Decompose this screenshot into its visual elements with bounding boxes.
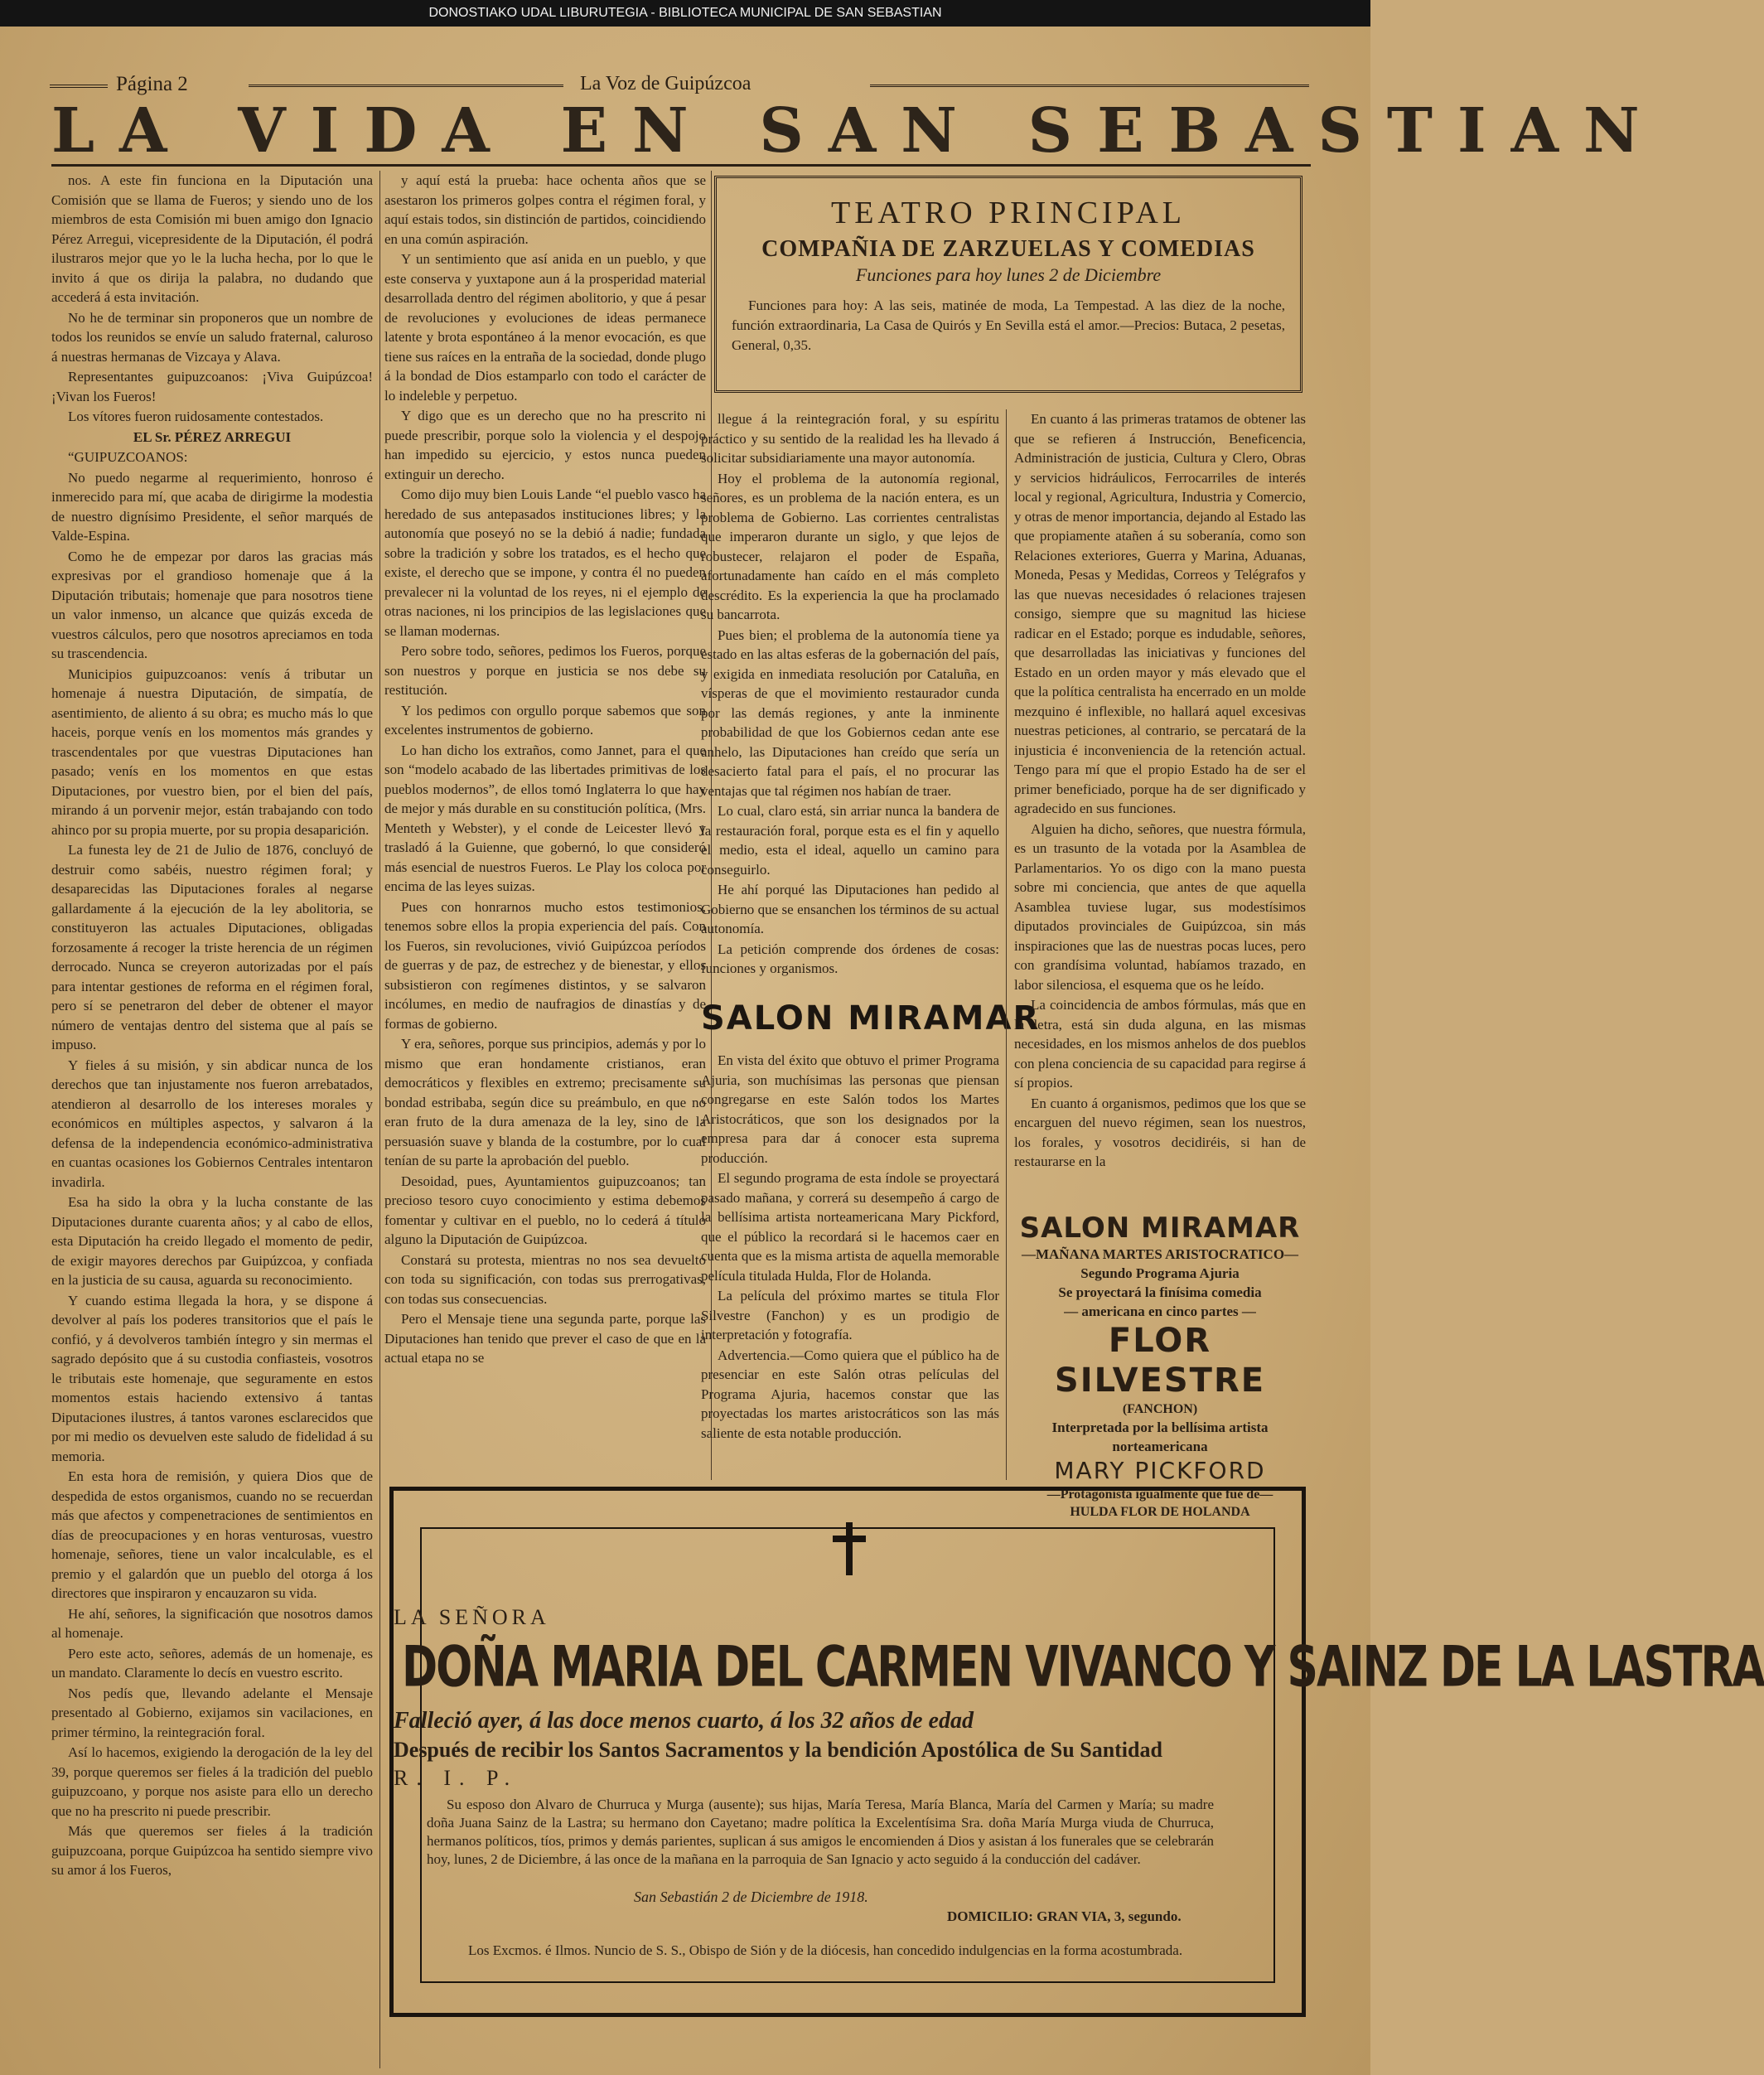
newspaper-name: La Voz de Guipúzcoa [580,73,752,94]
header-rule [50,85,108,88]
paragraph: Alguien ha dicho, señores, que nuestra fórmula, es un trasunto de la votada por la Asamblea de Parlamentarios. Yo os digo con la mano puesta sobre mi conciencia, que antes de que aquella Asamblea tuviese lugar, sus modestísimos diputados provinciales de Guipúzcoa, sin más inspiraciones que las de nuestras pocas luces, pero con grandísima voluntad, habíamos trazado, en labor silenciosa, el esquema que os he leído. [1014,820,1306,993]
obituary-death-line: Falleció ayer, á las doce menos cuarto, á los 32 años de edad [394,1708,974,1734]
paragraph: y aquí está la prueba: hace ochenta años que se asestaron los primeros golpes contra el régimen foral, y aquí estais todos, sin distinción de partidos, coincidiendo en una común aspiración. [384,172,706,247]
article-column-1 [51,171,373,2068]
paragraph: En esta hora de remisión, y quiera Dios que de despedida de estos organismos, cuando no se recuerdan más que afectos y compenetraciones de sentimientos en días de preocupaciones y en horas venturosas, vuestro homenaje, señores, tiene un valor incalculable, es el premio y el galardón que un pueblo del otorga á los directores que inspiraron y encauzaron su vida. [51,1468,373,1601]
obituary-honorific: LA SEÑORA [394,1605,550,1629]
paragraph: Hoy el problema de la autonomía regional, señores, es un problema de la nación entera, es un problema de Gobierno. Las corrientes centralistas que imperaron durante un siglo, y que lejos de robustecer, relajaron el poder de España, afortunadamente han caído en el más completo descrédito. Es la experiencia la que ha proclamado su bancarrota. [701,470,999,622]
column-rule [379,171,380,2068]
section-title: LA VIDA EN SAN SEBASTIAN [51,95,1665,167]
paragraph: Municipios guipuzcoanos: venís á tributar un homenaje á nuestra Diputación, de simpatía, de asentimiento, de aliento á su obra; es mucho más lo que haceis, porque venís en los momentos más grandes y trascendentales por que vuestras Diputaciones han pasado; venís en los momentos en que estas Diputaciones, por vuestro bien, por el bien del país, mirando á un porvenir mejor, están trabajando con todo ahinco por su propia muerte, por su propia desaparición. [51,665,373,838]
article-column-2 [384,171,706,1480]
paragraph: Así lo hacemos, exigiendo la derogación de la ley del 39, porque queremos ser fieles á la tradición del pueblo guipuzcoano, y porque nos asiste para ello un derecho que no ha prescrito ni puede prescribir. [51,1744,373,1819]
teatro-title: TEATRO PRINCIPAL [830,196,1186,230]
paragraph: Pues con honrarnos mucho estos testimonios, tenemos sobre ellos la propia experiencia del país. Con los Fueros, sin revoluciones, vivió Guipúzcoa períodos de guerras y de paz, de estrechez y de bienestar, y ellos subsistieron con regímenes distintos, y se salvaron incólumes, en medio de naufragios de dinastías y de formas de gobierno. [384,898,706,1032]
ad-line: HULDA FLOR DE HOLANDA [1070,1505,1250,1519]
paragraph: Constará su protesta, mientras no nos sea devuelto con toda su significación, con todas sus prerrogativas, con todas sus consecuencias. [384,1251,706,1307]
obituary-date: San Sebastián 2 de Diciembre de 1918. [634,1889,868,1905]
paragraph: He ahí porqué las Diputaciones han pedido al Gobierno que se ensanchen los términos de su actual autonomía. [701,882,999,936]
paragraph: Y digo que es un derecho que no ha prescrito ni puede prescribir, porque solo la violencia y el despojo han impedido su ejercicio, y estos nunca pueden extinguir un derecho. [384,408,706,482]
page-number: Página 2 [116,73,188,95]
paragraph: Más que queremos ser fieles á la tradición guipuzcoana, porque Guipúzcoa ha sentido siempre vivo su amor á los Fueros, [51,1823,373,1878]
article-column-4 [1014,409,1306,1205]
obituary-name: DOÑA MARIA DEL CARMEN VIVANCO Y SAINZ DE LA LASTRA [402,1635,1764,1700]
obituary-sacraments-line: Después de recibir los Santos Sacramentos y la bendición Apostólica de Su Santidad [394,1738,1162,1762]
paragraph: La petición comprende dos órdenes de cosas: funciones y organismos. [701,941,999,976]
paragraph: Pero sobre todo, señores, pedimos los Fueros, porque son nuestros y porque en justicia se nos debe su restitución. [384,643,706,698]
column-rule [1006,409,1007,1480]
ad-line: Se proyectará la finísima comedia [1058,1284,1262,1300]
header-rule [249,85,563,87]
paragraph: Y era, señores, porque sus principios, además y por lo mismo que eran hondamente cristianos, eran democráticos y flexibles en extremo; precisamente su bondad estribaba, según dice su preámbulo, en que no eran fruto de la dura amenaza de la ley, sino de la persuasión suave y blanda de la costumbre, por lo cual tenían de su parte la aprobación del pueblo. [384,1036,706,1168]
ad-line: Interpretada por la bellísima artista norteamericana [1051,1420,1269,1454]
paragraph: La coincidencia de ambos fórmulas, más que en la letra, está sin duda alguna, en las mismas necesidades, en los mismos anhelos de dos pueblos con plena conciencia de su capacidad para regirse á sí propios. [1014,997,1306,1091]
speaker-heading: EL Sr. PÉREZ ARREGUI [133,428,292,445]
article-column-3 [701,409,999,989]
paragraph: Y los pedimos con orgullo porque sabemos que son excelentes instrumentos de gobierno. [384,702,706,738]
obituary-body: Su esposo don Alvaro de Churruca y Murga (ausente); sus hijas, María Teresa, María Blanca, María del Carmen y María; su madre doña Juana Sainz de la Lastra; su hermano don Cayetano; madre política la Excelentísima Sra. doña María Murga viuda de Churruca, hermanos políticos, tíos, primos y demás parientes, suplican á sus amigos le encomienden á Dios y asistan á los funerales que se celebrarán hoy, lunes, 2 de Diciembre, á las once de la mañana en la parroquia de San Ignacio y acto seguido á la conducción del cadáver. [427,1797,1214,1867]
salon-miramar-heading: SALON MIRAMAR [701,999,1041,1038]
obituary-notice [389,1487,1764,2017]
paragraph: El segundo programa de esta índole se proyectará pasado mañana, y correrá su desempeño á cargo de la bellísima artista norteamericana Mary Pickford, que el público la recordará si le hacemos caer en cuenta que es la misma artista de aquella memorable película titulada Hulda, Flor de Holanda. [701,1170,999,1284]
paragraph: Desoidad, pues, Ayuntamientos guipuzcoanos; tan precioso tesoro cuyo conocimiento y estima debemos fomentar y cultivar en el pueblo, no lo cederá á título alguno la Diputación de Guipúzcoa. [384,1173,706,1247]
paragraph: Lo cual, claro está, sin arriar nunca la bandera de la restauración foral, porque esta es el fin y aquello el medio, esta el ideal, aquello un camino para conseguirlo. [701,803,999,878]
paragraph: He ahí, señores, la significación que nosotros damos al homenaje. [51,1605,373,1641]
paragraph: La funesta ley de 21 de Julio de 1876, concluyó de destruir como sabéis, nuestro régimen foral; y desaparecidas las Diputaciones forales al negarse gallardamente á la ejecución de la ley abolitoria, se constituyeron las actuales Diputaciones, obligadas forzosamente á recoger la triste herencia de un régimen derrocado. Nunca se creyeron autorizadas por el país para intentar gestiones de reforma en el régimen foral, pero sí se penetraron del deber de obtener el mayor número de ventajas dentro del sistema que al país se impuso. [51,842,373,1052]
paragraph: No puedo negarme al requerimiento, honroso é inmerecido para mí, que acaba de dirigirme la modestia de nuestro dignísimo Presidente, el señor marqués de Valde-Espina. [51,469,373,544]
paragraph: En cuanto á organismos, pedimos que los que se encarguen del nuevo régimen, sean los nuestros, los forales, y vosotros decidiréis, si han de restaurarse en la [1014,1095,1306,1169]
paragraph: “GUIPUZCOANOS: [68,449,188,465]
masthead-rule [51,164,1311,167]
paragraph: Como dijo muy bien Louis Lande “el pueblo vasco ha heredado de sus antepasados instituciones libres; y la autonomía que poseyó no se la debió á nadie; fundada sobre la tradición y sobre los tratados, es el hecho que existe, el derecho que se impone, y contra él no pueden prevalecer ni la voluntad de los reyes, ni el ejemplo de otras naciones, ni los principios de las legislaciones que se llaman modernas. [384,486,706,639]
paragraph: Los vítores fueron ruidosamente contestados. [68,409,324,424]
ad-film-alt: (FANCHON) [1122,1402,1198,1416]
ad-line: —MAÑANA MARTES ARISTOCRATICO— [1021,1246,1299,1262]
paragraph: En cuanto á las primeras tratamos de obtener las que se refieren á Instrucción, Beneficencia, Administración de justicia, Cultura y Clero, Obras y servicios hidráulicos, Ferrocarriles de interés local y regional, Agricultura, Industria y Comercio, y otras de menor importancia, dejando al Estado las que propiamente atañen á su soberanía, como son Relaciones exteriores, Guerra y Marina, Aduanas, Moneda, Pesas y Medidas, Correos y Telégrafos y las que nuevas necesidades ó relaciones trajesen consigo, siempre que su magnitud las hiciese radicar en el Estado; porque es indudable, señores, que desarrolladas las iniciativas y funciones del Estado en un orden mayor y más elevado que el que la política centralista ha encerrado en un molde mezquino é inflexible, no hallará aquel excesivas nuestras peticiones, al contrario, se percatará de la injusticia é inconveniencia de la retención actual. Tengo para mí que el propio Estado ha de ser el primer beneficiado, porque ha de ser dignificado y agradecido en sus funciones. [1014,411,1306,816]
ad-line: — americana en cinco partes — [1064,1304,1256,1319]
paragraph: La película del próximo martes se titula Flor Silvestre (Fanchon) y es un prodigio de interpretación y fotografía. [701,1288,999,1342]
header-rule [870,85,1309,87]
paragraph: Como he de empezar por daros las gracias más expresivas por el grandioso homenaje que á la Diputación tributais; homenaje que para nosotros tiene un valor inmenso, un alcance que quizás exceda de vuestros cálculos, pero que nosotros apreciamos en toda su trascendencia. [51,548,373,661]
salon-miramar-article [701,1051,999,1478]
teatro-subtitle: Funciones para hoy lunes 2 de Diciembre [855,264,1162,285]
paragraph: Nos pedís que, llevando adelante el Mensaje presentado al Gobierno, exijamos sin vacilaciones, en primer término, la reintegración foral. [51,1685,373,1740]
cross-icon [833,1522,866,1575]
paragraph: En vista del éxito que obtuvo el primer Programa Ajuria, son muchísimas las personas que piensan congregarse en este Salón todos los Martes Aristocráticos, que son los designados por la empresa para dar á conocer esta suprema producción. [701,1052,999,1166]
paragraph: nos. A este fin funciona en la Diputación una Comisión que se llama de Fueros; y siendo uno de los miembros de esta Comisión mi buen amigo don Ignacio Pérez Arregui, vicepresidente de la Diputación, él podrá ilustraros mejor que yo le la lucha hecha, por lo que le invito á que os dirija la palabra, no dudando que accederá á esta invitación. [51,172,373,305]
ad-line: —Protagonista igualmente que fué de— [1046,1487,1273,1502]
paragraph: Pero el Mensaje tiene una segunda parte, porque las Diputaciones han tenido que prever el caso de que en la actual etapa no se [384,1311,706,1366]
teatro-company: COMPAÑIA DE ZARZUELAS Y COMEDIAS [761,236,1255,262]
ad-actress: MARY PICKFORD [1054,1457,1266,1484]
paragraph: Representantes guipuzcoanos: ¡Viva Guipúzcoa! ¡Vivan los Fueros! [51,369,373,404]
obituary-address: DOMICILIO: GRAN VIA, 3, segundo. [947,1908,1182,1924]
ad-film-title: FLOR SILVESTRE [1054,1322,1266,1400]
archive-banner: DONOSTIAKO UDAL LIBURUTEGIA - BIBLIOTECA MUNICIPAL DE SAN SEBASTIAN [0,0,1370,27]
teatro-principal-ad [714,176,1302,393]
paragraph: Y fieles á su misión, y sin abdicar nunca de los derechos que tan injustamente nos fueron arrebatados, atendieron al desarrollo de los intereses morales y económicos en múltiples aspectos, y salvaron á la defensa de la independencia económico-administrativa en cuantas ocasiones los Gobiernos Centrales intentaron invadirla. [51,1057,373,1190]
paragraph: llegue á la reintegración foral, y su espíritu práctico y su sentido de la realidad les ha llevado á solicitar subsidiariamente una mayor autonomía. [701,411,999,466]
paragraph: Pues bien; el problema de la autonomía tiene ya estado en las altas esferas de la gobernación del país, y exigida en inmediata resolución por Cataluña, en vísperas de que el movimiento restaurador cunda por las demás regiones, y ante la inminente probabilidad de que los Gobiernos cedan ante ese anhelo, las Diputaciones han creído que sería un desacierto fatal para el país, el no procurar las ventajas que tal régimen nos habían de traer. [701,626,999,799]
paragraph: Y cuando estima llegada la hora, y se dispone á devolver al país los poderes transitorios que el país le confió, y á devolveros también íntegro y sin mermas el sagrado depósito que á su custodia confiasteis, vosotros le tributais este homenaje, que seguramente en estos momentos estais haciendo extensivo á tantas Diputaciones ilustres, á tantos varones esclarecidos que por mi medio os devuelven este saludo de fidelidad á su memoria. [51,1292,373,1464]
obituary-indulgences: Los Excmos. é Ilmos. Nuncio de S. S., Obispo de Sión y de la diócesis, han concedido indulgencias en la forma acostumbrada. [468,1942,1183,1958]
paragraph: Y un sentimiento que así anida en un pueblo, y que este conserva y yuxtapone aun á la prosperidad material desarrollada dentro del régimen abolitorio, y que á pesar de revoluciones y evoluciones de ideas permanece latente y brota espontáneo á la menor evocación, es que tiene sus raíces en la entraña de la sociedad, donde plugo á la bondad de Dios estamparlo con todo el carácter de lo indeleble y perpetuo. [384,251,706,404]
teatro-body: Funciones para hoy: A las seis, matinée de moda, La Tempestad. A las diez de la noche, función extraordinaria, La Casa de Quirós y En Sevilla está el amor.—Precios: Butaca, 2 pesetas, General, 0,35. [732,297,1285,353]
paragraph: No he de terminar sin proponeros que un nombre de todos los reunidos se envíe un saludo fraternal, caluroso á nuestras hermanas de Vizcaya y Alava. [51,309,373,365]
ad-brand: SALON MIRAMAR [1019,1212,1301,1245]
salon-miramar-ad [1014,1212,1306,1519]
paragraph: Esa ha sido la obra y la lucha constante de las Diputaciones durante cuarenta años; y al cabo de ellos, esta Diputación ha creido llegado el momento de pedir, de exigir mayores derechos par Guipúzcoa, y confiada en la justicia de su causa, aguarda su reconocimiento. [51,1194,373,1288]
paragraph: Advertencia.—Como quiera que el público ha de presenciar en este Salón otras películas del Programa Ajuria, hacemos constar que las proyectadas los martes aristocráticos son las más saliente de esta notable producción. [701,1347,999,1441]
obituary-rip: R. I. P. [394,1766,519,1790]
page-header [50,70,1309,98]
paragraph: Lo han dicho los extraños, como Jannet, para el que son “modelo acabado de las libertades primitivas de los pueblos modernos”, de ellos tomó Inglaterra lo que hay de mejor y más durable en su constitución política, (Mrs. Menteth y Webster), y el conde de Leicester llevó y trasladó á la Guienne, que gobernó, lo que consideró más esencial de nuestros Fueros. Le Play los coloca por encima de las leyes suizas. [384,742,706,894]
paragraph: Pero este acto, señores, además de un homenaje, es un mandato. Claramente lo decís en vuestro escrito. [51,1645,373,1681]
ad-line: Segundo Programa Ajuria [1080,1265,1240,1281]
